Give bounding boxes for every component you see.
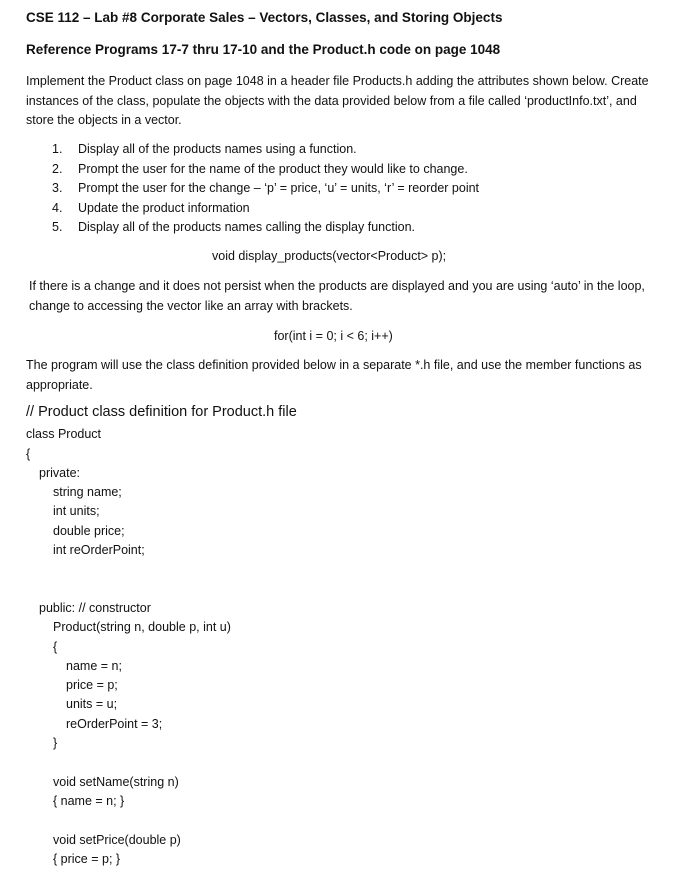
set-price-body: { price = p; } [53,852,121,866]
constructor-statement: name = n; [66,659,122,673]
intro-paragraph: Implement the Product class on page 1048 in a header file Products.h adding the attributes shown below. Create instances of the class, populate the objects with the data provided below from a file called ‘productInfo.txt’, and store the objects in a vector. [26,74,649,127]
reference-line: Reference Programs 17-7 thru 17-10 and the Product.h code on page 1048 [26,42,501,57]
display-function-signature: void display_products(vector<Product> p); [212,249,447,263]
code-comment: // Product class definition for Product.h file [26,404,297,420]
list-item: 1. Display all of the products names using a function. [52,142,357,156]
public-label: public: // constructor [39,601,151,615]
member-declaration: int reOrderPoint; [53,543,145,557]
document-title: CSE 112 – Lab #8 Corporate Sales – Vectors, Classes, and Storing Objects [26,10,503,25]
member-declaration: string name; [53,485,122,499]
member-declaration: int units; [53,504,100,518]
list-item: 3. Prompt the user for the change – ‘p’ = price, ‘u’ = units, ‘r’ = reorder point [52,181,480,195]
set-name-body: { name = n; } [53,794,125,808]
constructor-statement: price = p; [66,678,118,692]
constructor-statement: units = u; [66,697,118,711]
program-note-paragraph: The program will use the class definition provided below in a separate *.h file, and use the member functions as appropriate. [26,358,642,392]
class-open-brace: { [26,447,31,461]
constructor-open-brace: { [53,640,58,654]
constructor-close-brace: } [53,736,58,750]
for-loop-example: for(int i = 0; i < 6; i++) [274,329,393,343]
note-paragraph: If there is a change and it does not persist when the products are displayed and you are using ‘auto’ in the loop, change to accessing the vector like an array with brackets. [29,279,645,313]
private-label: private: [39,466,80,480]
list-item: 5. Display all of the products names calling the display function. [52,220,415,234]
steps-list [52,140,479,238]
set-name-signature: void setName(string n) [53,775,179,789]
list-item: 4. Update the product information [52,200,250,215]
constructor-statement: reOrderPoint = 3; [66,717,163,731]
set-price-signature: void setPrice(double p) [53,833,181,847]
constructor-signature: Product(string n, double p, int u) [53,620,231,634]
list-item: 2. Prompt the user for the name of the product they would like to change. [52,161,468,176]
class-declaration: class Product [26,427,102,441]
member-declaration: double price; [53,524,125,538]
